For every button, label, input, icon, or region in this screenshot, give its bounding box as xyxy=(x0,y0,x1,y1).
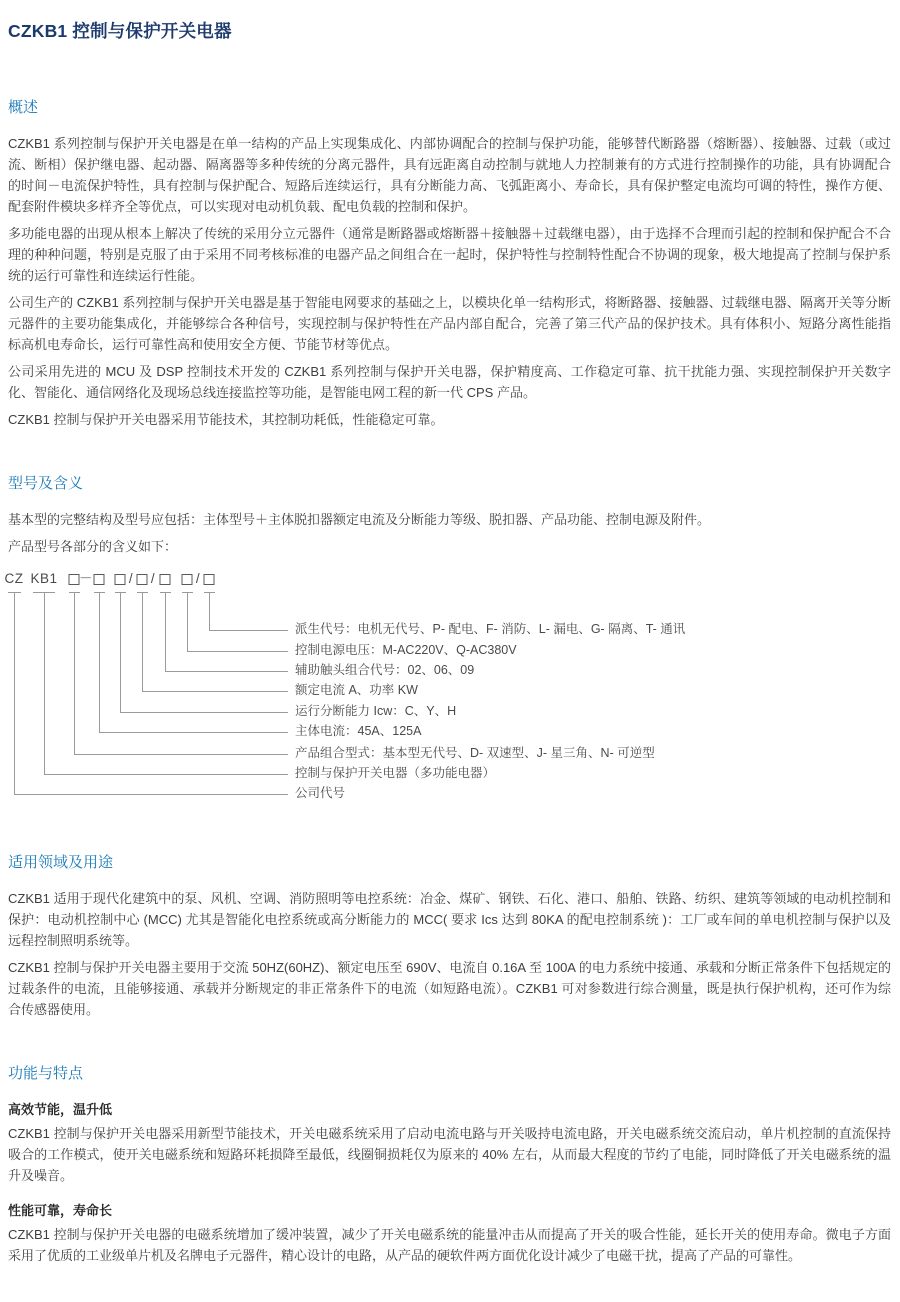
model-label-body-current: 主体电流：45A、125A xyxy=(295,724,422,738)
diagram-connector-line xyxy=(142,592,143,691)
feature-subtitle-reliability: 性能可靠，寿命长 xyxy=(8,1203,113,1218)
diagram-connector-line xyxy=(209,630,288,631)
section-heading-features: 功能与特点 xyxy=(8,1065,84,1082)
diagram-connector-line xyxy=(14,592,15,794)
code-slash: / xyxy=(128,571,134,586)
feature-subtitle-energy-saving: 高效节能，温升低 xyxy=(8,1102,113,1117)
diagram-connector-line xyxy=(142,691,288,692)
page-title: CZKB1 控制与保护开关电器 xyxy=(8,21,232,41)
section-heading-application: 适用领域及用途 xyxy=(8,854,114,871)
feature-text-reliability: CZKB1 控制与保护开关电器的电磁系统增加了缓冲装置，减少了开关电磁系统的能量冲击从而提高了开关的吸合性能，延长开关的使用寿命。微电子方面采用了优质的工业级单片机及名牌电子元器件，精心设计的电路，从产品的硬软件两方面优化设计减少了电磁干扰，提高了产品的可靠性。 xyxy=(8,1227,891,1263)
diagram-connector-line xyxy=(187,651,288,652)
model-code-diagram xyxy=(4,571,891,809)
code-company-prefix: CZ xyxy=(4,571,24,586)
overview-paragraph-5: CZKB1 控制与保护开关电器采用节能技术，其控制功耗低，性能稳定可靠。 xyxy=(8,412,444,427)
model-label-company-code: 公司代号 xyxy=(295,786,346,800)
model-label-device-name: 控制与保护开关电器（多功能电器） xyxy=(295,766,496,780)
diagram-connector-line xyxy=(187,592,188,651)
overview-paragraph-2: 多功能电器的出现从根本上解决了传统的采用分立元器件（通常是断路器或熔断器＋接触器＋过载继电器），由于选择不合理而引起的控制和保护配合不合理的种种问题，特别是克服了由于采用不同考核标准的电器产品之间组合在一起时，保护特性与控制特性配合不协调的现象，极大地提高了控制与保护系统的运行可靠性和连续运行性能。 xyxy=(8,226,891,283)
code-box-body-current xyxy=(94,574,105,585)
overview-paragraph-1: CZKB1 系列控制与保护开关电器是在单一结构的产品上实现集成化、内部协调配合的控制与保护功能，能够替代断路器（熔断器）、接触器、过载（或过流、断相）保护继电器、起动器、隔离器等多种传统的分离元器件，具有远距离自动控制与就地人力控制兼有的方式进行控制操作的功能，具有协调配合的时间－电流保护特性，具有控制与保护配合、短路后连续运行，具有分断能力高、飞弧距离小、寿命长，具有保护整定电流均可调的特性，操作方便、配套附件模块多样齐全等优点，可以实现对电动机负载、配电负载的控制和保护。 xyxy=(8,136,891,214)
model-label-derived-code: 派生代号：电机无代号、P- 配电、F- 消防、L- 漏电、G- 隔离、T- 通讯 xyxy=(295,622,686,636)
code-dash: － xyxy=(79,571,93,586)
code-box-rated-current xyxy=(137,574,148,585)
code-slash: / xyxy=(195,571,201,586)
overview-paragraph-3: 公司生产的 CZKB1 系列控制与保护开关电器是基于智能电网要求的基础之上，以模块化单一结构形式，将断路器、接触器、过载继电器、隔离开关等分断元器件的主要功能集成化，并能够综合各种信号，实现控制与保护特性在产品内部自配合，完善了第三代产品的保护技术。具有体积小、短路分离性能指标高机电寿命长，运行可靠性高和使用安全方便、节能节材等优点。 xyxy=(8,295,891,352)
application-paragraph-2: CZKB1 控制与保护开关电器主要用于交流 50HZ(60HZ)、额定电压至 690V、电流自 0.16A 至 100A 的电力系统中接通、承载和分断正常条件下包括规定的过载条件的电流，且能够接通、承载并分断规定的非正常条件下的电流（如短路电流）。CZKB1 可对参数进行综合测量，既是执行保护机构，还可作为综合传感器使用。 xyxy=(8,960,891,1017)
overview-paragraph-4: 公司采用先进的 MCU 及 DSP 控制技术开发的 CZKB1 系列控制与保护开关电器，保护精度高、工作稳定可靠、抗干扰能力强、实现控制保护开关数字化、智能化、通信网络化及现场总线连接监控等功能，是智能电网工程的新一代 CPS 产品。 xyxy=(8,364,891,400)
section-heading-model: 型号及含义 xyxy=(8,475,84,492)
diagram-connector-line xyxy=(14,794,288,795)
diagram-connector-line xyxy=(99,592,100,732)
code-series-name: KB1 xyxy=(30,571,58,586)
model-label-aux-contacts: 辅助触头组合代号：02、06、09 xyxy=(295,663,475,677)
diagram-connector-line xyxy=(165,592,166,671)
diagram-connector-line xyxy=(120,712,288,713)
diagram-connector-line xyxy=(74,592,75,754)
code-box-derived-code xyxy=(204,574,215,585)
section-heading-overview: 概述 xyxy=(8,99,39,116)
code-slash: / xyxy=(150,571,156,586)
diagram-connector-line xyxy=(44,774,288,775)
model-label-breaking-capacity: 运行分断能力 Icw：C、Y、H xyxy=(295,704,457,718)
code-box-combination-type xyxy=(69,574,80,585)
model-label-control-voltage: 控制电源电压：M-AC220V、Q-AC380V xyxy=(295,643,517,657)
code-box-aux-contacts xyxy=(160,574,171,585)
model-intro-2: 产品型号各部分的含义如下： xyxy=(8,539,178,554)
feature-text-energy-saving: CZKB1 控制与保护开关电器采用新型节能技术，开关电磁系统采用了启动电流电路与开关吸持电流电路，开关电磁系统交流启动，单片机控制的直流保持吸合的工作模式，使开关电磁系统和短路环耗损降至最低，线圈铜损耗仅为原来的 40% 左右，从而最大程度的节约了电能，同时降低了开关电磁系统的温升及噪音。 xyxy=(8,1126,891,1183)
code-box-breaking-capacity xyxy=(115,574,126,585)
model-label-rated-current: 额定电流 A、功率 KW xyxy=(295,683,418,697)
diagram-connector-line xyxy=(99,732,288,733)
diagram-connector-line xyxy=(209,592,210,630)
diagram-connector-line xyxy=(165,671,288,672)
model-intro-1: 基本型的完整结构及型号应包括：主体型号＋主体脱扣器额定电流及分断能力等级、脱扣器、产品功能、控制电源及附件。 xyxy=(8,512,711,527)
diagram-connector-line xyxy=(44,592,45,774)
model-label-combination-type: 产品组合型式：基本型无代号、D- 双速型、J- 星三角、N- 可逆型 xyxy=(295,746,655,760)
diagram-connector-line xyxy=(120,592,121,712)
application-paragraph-1: CZKB1 适用于现代化建筑中的泵、风机、空调、消防照明等电控系统：冶金、煤矿、钢铁、石化、港口、船舶、铁路、纺织、建筑等领域的电动机控制和保护：电动机控制中心 (MCC) 尤其是智能化电控系统或高分断能力的 MCC( 要求 Ics 达到 80KA 的配电控制系统 )：工厂或车间的单电机控制与保护以及远程控制照明系统等。 xyxy=(8,891,891,948)
diagram-connector-line xyxy=(74,754,288,755)
code-box-control-voltage xyxy=(182,574,193,585)
